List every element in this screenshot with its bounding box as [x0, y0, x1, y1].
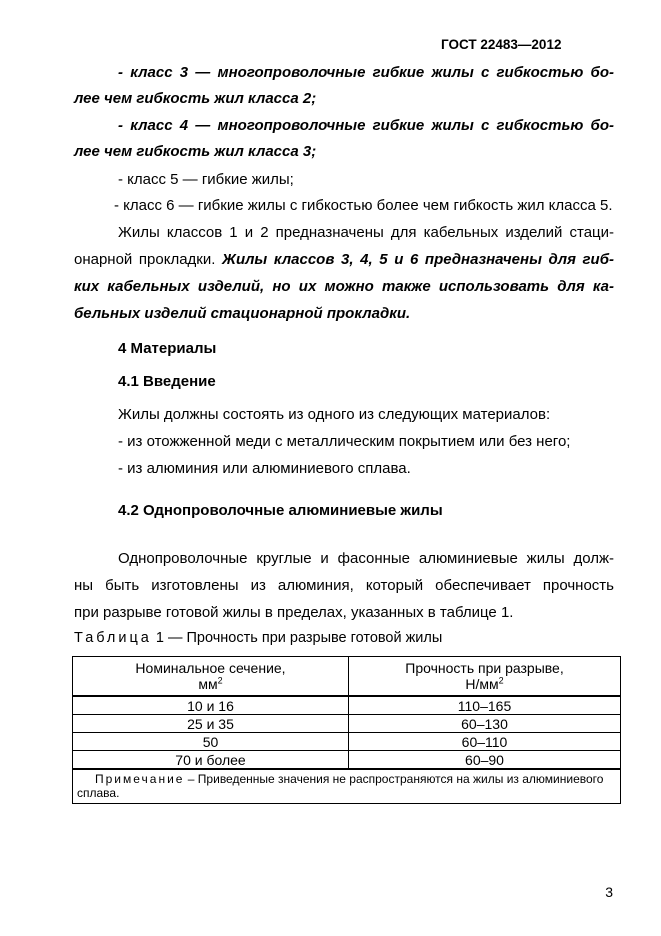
- materials-intro: Жилы должны состоять из одного из следующих материалов:: [118, 406, 551, 423]
- class4-line-1: - класс 4 — многопроволочные гибкие жилы с гибкостью бо-: [118, 117, 614, 134]
- cell-section: 70 и более: [73, 751, 349, 770]
- table-header-row: [73, 657, 621, 697]
- class3-line-2: лее чем гибкость жил класса 2;: [74, 90, 317, 107]
- paragraph-2-line-3: при разрыве готовой жилы в пределах, указанных в таблице 1.: [74, 604, 514, 621]
- table-caption-text: 1 — Прочность при разрыве готовой жилы: [151, 630, 443, 646]
- header-tensile-strength: Прочность при разрыве, $Н/мм^2$: [349, 657, 621, 697]
- material-item-aluminium: - из алюминия или алюминиевого сплава.: [118, 460, 411, 477]
- table-row: [73, 696, 621, 715]
- cell-strength: 110–165: [349, 696, 621, 715]
- paragraph-1-bold-text: Жилы классов 3, 4, 5 и 6 предназначены для гиб-: [222, 251, 614, 268]
- note-text: – Приведенные значения не распространяются на жилы из алюминиевого сплава.: [77, 772, 604, 800]
- note-label: Примечание: [95, 772, 185, 786]
- table-row: [73, 733, 621, 751]
- paragraph-2-line-1: Однопроволочные круглые и фасонные алюминиевые жилы долж-: [118, 550, 614, 567]
- paragraph-1-line-4: бельных изделий стационарной прокладки.: [74, 305, 411, 322]
- table-row: [73, 751, 621, 770]
- paragraph-2-line-2: ны быть изготовлены из алюминия, который обеспечивает прочность: [74, 577, 614, 594]
- table-caption: [74, 630, 442, 646]
- class3-line-1: - класс 3 — многопроволочные гибкие жилы с гибкостью бо-: [118, 64, 614, 81]
- page-number: 3: [605, 884, 613, 900]
- cell-strength: 60–130: [349, 715, 621, 733]
- paragraph-1-line-3: ких кабельных изделий, но их можно также использовать для ка-: [74, 278, 614, 295]
- class4-line-2: лее чем гибкость жил класса 3;: [74, 143, 317, 160]
- section-4-2-heading: 4.2 Однопроволочные алюминиевые жилы: [118, 502, 443, 519]
- table-caption-label: Таблица: [74, 630, 152, 646]
- strength-table: [72, 656, 621, 804]
- paragraph-1-line-2: [74, 251, 614, 269]
- class5-line: - класс 5 — гибкие жилы;: [118, 171, 294, 188]
- cell-section: 50: [73, 733, 349, 751]
- section-4-1-heading: 4.1 Введение: [118, 373, 216, 390]
- cell-section: 25 и 35: [73, 715, 349, 733]
- table-row: [73, 715, 621, 733]
- cell-strength: 60–110: [349, 733, 621, 751]
- paragraph-1-regular-text: онарной прокладки.: [74, 251, 223, 268]
- material-item-copper: - из отожженной меди с металлическим покрытием или без него;: [118, 433, 571, 450]
- header-nominal-section: Номинальное сечение, $мм^2$: [73, 657, 349, 697]
- table-note: [73, 769, 621, 804]
- cell-section: 10 и 16: [73, 696, 349, 715]
- class6-line: - класс 6 — гибкие жилы с гибкостью более чем гибкость жил класса 5.: [114, 197, 613, 214]
- section-4-heading: 4 Материалы: [118, 340, 217, 357]
- document-code: ГОСТ 22483—2012: [441, 37, 562, 52]
- table-note-row: [73, 769, 621, 804]
- cell-strength: 60–90: [349, 751, 621, 770]
- paragraph-1-line-1: Жилы классов 1 и 2 предназначены для кабельных изделий стаци-: [118, 224, 614, 241]
